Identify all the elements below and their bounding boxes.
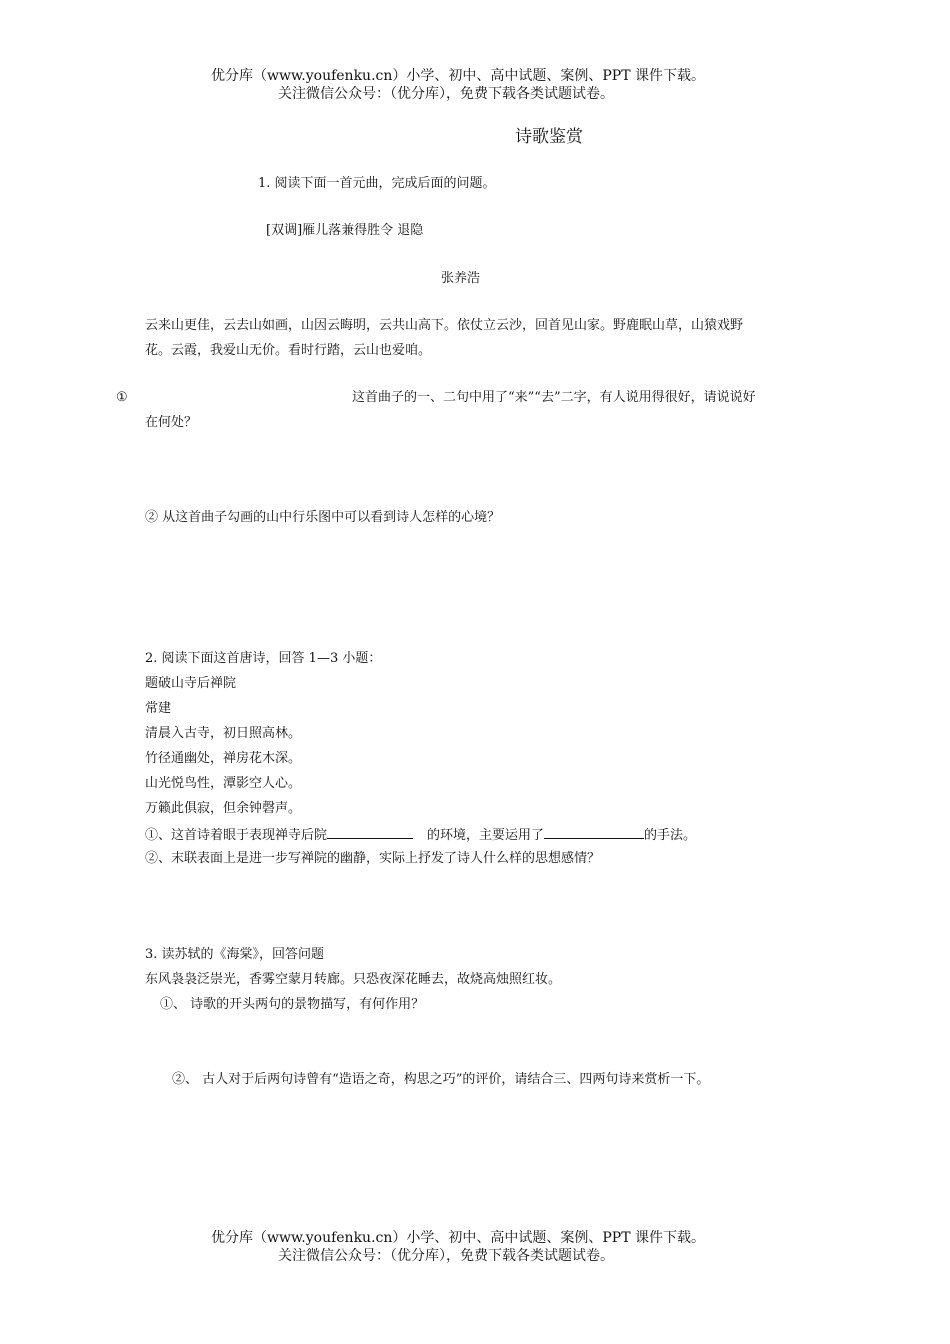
q2-author: 常建 [145, 701, 172, 716]
q1-poem-line-1: 云来山更佳，云去山如画，山因云晦明，云共山高下。依仗立云沙，回首见山家。野鹿眠山草，山猿戏野 [145, 318, 744, 333]
header-line-2: 关注微信公众号：（优分库），免费下载各类试题试卷。 [278, 86, 614, 102]
q1-sub2: ② 从这首曲子勾画的山中行乐图中可以看到诗人怎样的心境？ [145, 510, 501, 525]
q2-poem-line: 山光悦鸟性，潭影空人心。 [145, 776, 302, 791]
q2-poem-line: 万籁此俱寂，但余钟磬声。 [145, 801, 302, 816]
q2-sub1-part-a: ①、这首诗着眼于表现禅寺后院 [145, 828, 328, 843]
page-title: 诗歌鉴赏 [515, 127, 583, 147]
q2-intro: 2. 阅读下面这首唐诗，回答 1—3 小题： [145, 651, 382, 666]
q2-poem-line: 竹径通幽处，禅房花木深。 [145, 751, 302, 766]
q2-sub2: ②、末联表面上是进一步写禅院的幽静，实际上抒发了诗人什么样的思想感情？ [145, 851, 601, 866]
footer-line-2: 关注微信公众号：（优分库），免费下载各类试题试卷。 [278, 1248, 614, 1264]
q3-poem: 东风袅袅泛崇光，香雾空蒙月转廊。只恐夜深花睡去，故烧高烛照红妆。 [145, 972, 562, 987]
q2-poem-line: 清晨入古寺，初日照高林。 [145, 726, 302, 741]
q3-sub2: ②、 古人对于后两句诗曾有“造语之奇，构思之巧”的评价，请结合三、四两句诗来赏析一下。 [172, 1072, 710, 1087]
header-line-1: 优分库（www.youfenku.cn）小学、初中、高中试题、案例、PPT 课件下载。 [211, 68, 706, 84]
q1-intro: 1. 阅读下面一首元曲，完成后面的问题。 [258, 176, 496, 191]
q2-sub1 [145, 826, 696, 844]
q1-sub1-text: 这首曲子的一、二句中用了“来”“去”二字，有人说用得很好，请说说好 [352, 390, 756, 405]
q2-poem-title: 题破山寺后禅院 [145, 676, 237, 691]
answer-blank-1[interactable] [327, 826, 413, 839]
q3-sub1: ①、 诗歌的开头两句的景物描写，有何作用？ [160, 997, 425, 1012]
q1-poem-title: [双调]雁儿落兼得胜令 退隐 [266, 223, 424, 238]
answer-blank-2[interactable] [544, 826, 644, 839]
q2-sub1-part-b: 的环境，主要运用了 [427, 828, 545, 843]
q1-poem-line-2: 花。云霞，我爱山无价。看时行踏，云山也爱咱。 [145, 343, 432, 358]
q1-sub1-marker: ① [116, 390, 128, 405]
q1-author: 张养浩 [441, 271, 481, 286]
footer-line-1: 优分库（www.youfenku.cn）小学、初中、高中试题、案例、PPT 课件下载。 [211, 1230, 706, 1246]
q1-sub1-continued: 在何处？ [145, 415, 198, 430]
q2-sub1-part-c: 的手法。 [644, 828, 697, 843]
q3-intro: 3. 读苏轼的《海棠》，回答问题 [145, 947, 325, 962]
